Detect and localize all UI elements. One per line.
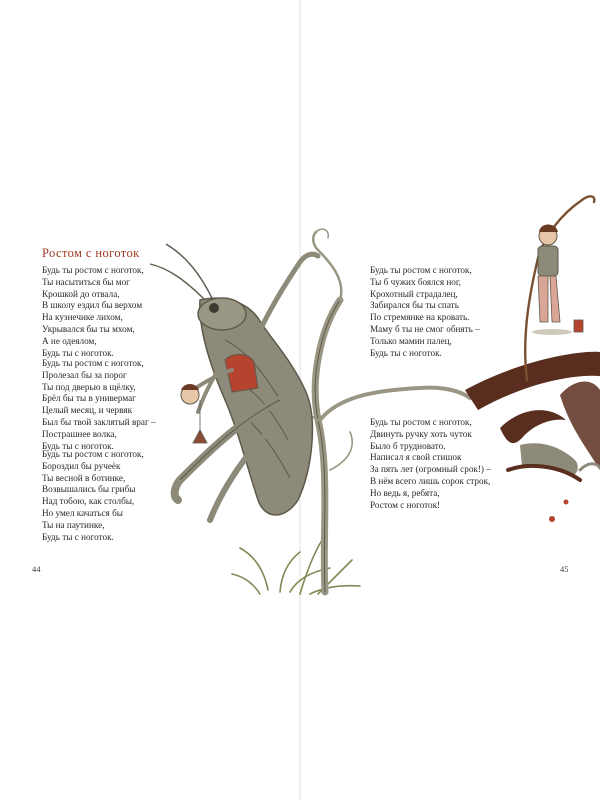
poem-line: Пролезал бы за порог [42, 369, 127, 380]
poem-line: Было б трудновато. [370, 440, 446, 451]
poem-line: Целый месяц, и червяк [42, 405, 133, 416]
poem-line: Ты насытиться бы мог [42, 276, 130, 287]
page-number-left: 44 [32, 564, 41, 574]
poem-line: Ты весной в ботинке, [42, 472, 126, 483]
poem-line: Маму б ты не смог обнять – [370, 323, 480, 334]
poem-line: Будь ты с ноготок. [42, 440, 114, 451]
poem-line: Брёл бы ты в универмаг [42, 393, 136, 404]
poem-line: По стремянке на кровать. [370, 312, 470, 323]
poem-line: Бороздил бы ручеёк [42, 460, 121, 471]
poem-line: Будь ты с ноготок. [42, 347, 114, 358]
poem-line: Будь ты ростом с ноготок, [370, 417, 472, 427]
poem-line: Двинуть ручку хоть чуток [370, 428, 472, 439]
poem-line: Ты б чужих боялся ног, [370, 276, 461, 287]
poem-line: Написал я свой стишок [370, 452, 462, 463]
poem-line: Над тобою, как столбы, [42, 496, 135, 507]
poem-line: Будь ты ростом с ноготок, [370, 265, 472, 275]
poem-line: Будь ты ростом с ноготок, [42, 449, 144, 459]
page-number-right: 45 [560, 564, 569, 574]
decorative-letters [465, 352, 600, 480]
poem-line: Возвышались бы грибы [42, 484, 136, 495]
poem-line: На кузнечике лихом, [42, 312, 123, 323]
poem-line: Забирался бы ты спать [370, 300, 459, 311]
poem-line: Ростом с ноготок! [370, 499, 441, 510]
poem-line: Будь ты ростом с ноготок, [42, 358, 144, 368]
poem-line: А не одеялом, [42, 335, 97, 346]
poem-line: Крошкой до отвала, [42, 288, 120, 299]
poem-line: Ты на паутинке, [42, 519, 105, 530]
poem-line: Укрывался бы ты мхом, [42, 323, 135, 334]
poem-line: Пострашнее волка, [42, 428, 117, 439]
poem-line: Будь ты с ноготок. [42, 531, 114, 542]
poem-line: В нём всего лишь сорок строк, [370, 475, 491, 486]
poem-line: За пять лет (огромный срок!) – [370, 464, 491, 475]
grass-tufts [232, 540, 360, 594]
poem-line: Но ведь я, ребята, [370, 487, 440, 498]
poem-line: Будь ты ростом с ноготок, [42, 265, 144, 275]
poem-line: Только мамин палец, [370, 335, 452, 346]
poem-line: Будь ты с ноготок. [370, 347, 442, 358]
poem-title: Ростом с ноготок [42, 246, 140, 260]
poem-line: В школу ездил бы верхом [42, 300, 143, 311]
poem-line: Но умел качаться бы [42, 507, 123, 518]
poem-line: Крохотный страдалец, [370, 288, 458, 299]
poem-line: Был бы твой заклятый враг – [42, 416, 156, 427]
poem-line: Ты под дверью в щёлку, [42, 381, 136, 392]
